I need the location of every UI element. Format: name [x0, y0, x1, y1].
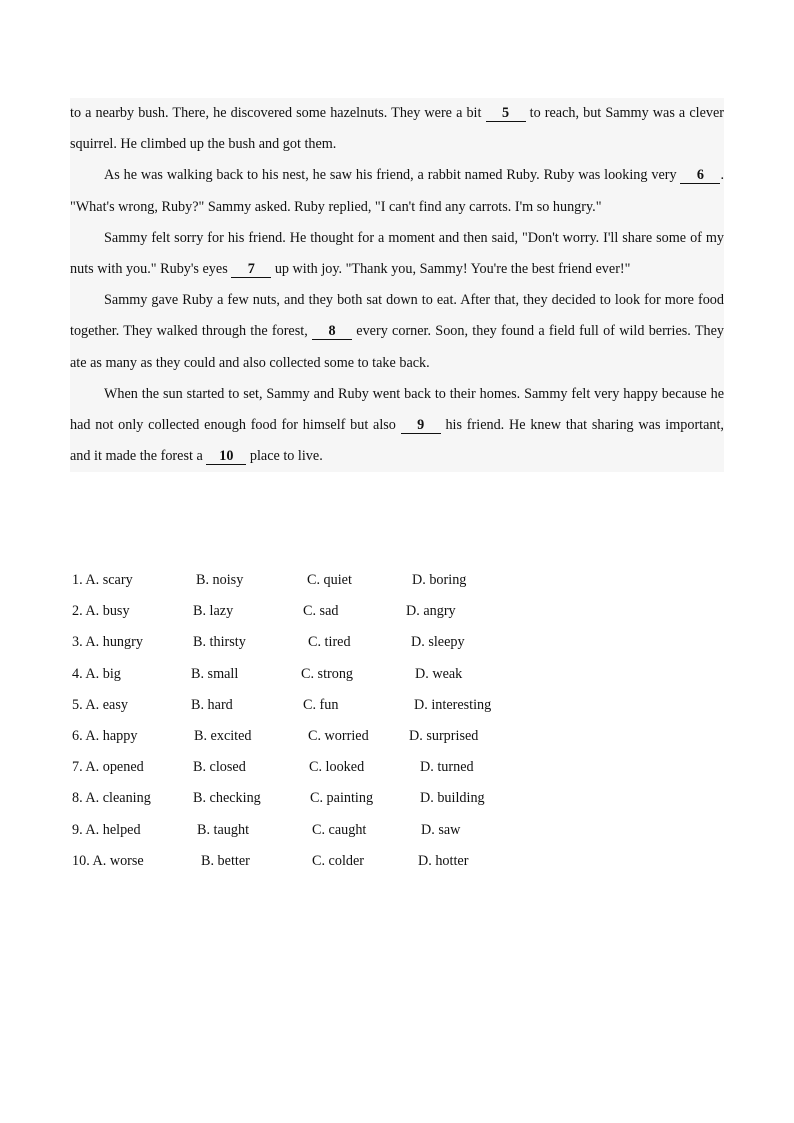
question-row-2	[72, 596, 672, 627]
option-b: B. excited	[194, 727, 252, 744]
option-b: B. hard	[191, 696, 233, 713]
option-d: D. turned	[420, 759, 474, 776]
option-c: C. looked	[309, 759, 365, 776]
option-b: B. lazy	[193, 603, 234, 620]
option-b: B. closed	[193, 759, 246, 776]
paragraph-4	[70, 285, 724, 379]
question-number-option-a: 8. A. cleaning	[72, 790, 151, 807]
option-d: D. building	[420, 790, 485, 807]
text: to a nearby bush. There, he discovered some hazelnuts. They were a bit	[70, 105, 486, 121]
text: When the sun started to set, Sammy and Ruby went back to their homes. Sammy felt very happy because he had not only collected enough food for himself but also	[70, 385, 724, 434]
option-b: B. noisy	[196, 572, 244, 588]
option-b: B. small	[191, 665, 239, 682]
text: Sammy felt sorry for his friend. He thought for a moment and then said, "Don't worry. I'll share some of my nuts with you." Ruby's eyes	[70, 229, 724, 278]
question-number-option-a: 7. A. opened	[72, 759, 144, 776]
question-row-5	[72, 690, 672, 721]
text: to reach, but Sammy was a clever squirrel. He climbed up the bush and got them.	[70, 105, 724, 153]
paragraph-3	[70, 223, 724, 285]
text: Sammy gave Ruby a few nuts, and they both sat down to eat. After that, they decided to look for more food together. They walked through the forest,	[70, 292, 724, 340]
option-b: B. checking	[193, 790, 261, 807]
text: up with joy. "Thank you, Sammy! You're the best friend ever!"	[271, 261, 631, 278]
question-row-3	[72, 627, 672, 658]
blank-10: 10	[206, 448, 246, 465]
option-d: D. hotter	[418, 852, 469, 869]
question-row-6	[72, 721, 672, 752]
story-passage	[70, 98, 724, 472]
option-c: C. colder	[312, 852, 365, 869]
option-d: D. saw	[421, 821, 461, 838]
option-c: C. strong	[301, 665, 354, 682]
question-number-option-a: 3. A. hungry	[72, 634, 143, 651]
text: As he was walking back to his nest, he saw his friend, a rabbit named Ruby. Ruby was looking very	[104, 167, 681, 184]
option-d: D. interesting	[414, 696, 492, 713]
text: every corner. Soon, they found a field full of wild berries. They ate as many as they could and also collected some to take back.	[70, 323, 724, 371]
paragraph-1	[70, 98, 724, 160]
question-row-10	[72, 846, 672, 877]
option-d: D. angry	[406, 603, 456, 620]
question-number-option-a: 6. A. happy	[72, 727, 138, 744]
blank-6: 6	[680, 167, 720, 184]
text: . "What's wrong, Ruby?" Sammy asked. Ruby replied, "I can't find any carrots. I'm so hungry."	[70, 167, 724, 215]
option-c: C. worried	[308, 727, 369, 744]
option-c: C. fun	[303, 696, 339, 713]
question-row-9	[72, 815, 672, 846]
question-number-option-a: 4. A. big	[72, 665, 121, 682]
option-b: B. better	[201, 852, 250, 869]
option-b: B. thirsty	[193, 634, 246, 651]
option-c: C. caught	[312, 821, 367, 838]
question-row-1	[72, 565, 672, 596]
option-c: C. painting	[310, 790, 374, 807]
question-row-4	[72, 659, 672, 690]
option-c: C. tired	[308, 634, 351, 651]
answer-options	[72, 565, 672, 877]
paragraph-5	[70, 379, 724, 473]
blank-8: 8	[312, 323, 352, 340]
question-number-option-a: 1. A. scary	[72, 572, 133, 588]
option-d: D. weak	[415, 665, 463, 682]
paragraph-2	[70, 160, 724, 222]
question-number-option-a: 9. A. helped	[72, 821, 141, 838]
blank-5: 5	[486, 105, 526, 122]
option-d: D. boring	[412, 572, 467, 588]
blank-9: 9	[401, 417, 441, 434]
option-d: D. sleepy	[411, 634, 465, 651]
text: place to live.	[246, 448, 323, 465]
option-c: C. quiet	[307, 572, 352, 588]
question-row-8	[72, 783, 672, 814]
option-c: C. sad	[303, 603, 339, 620]
text: his friend. He knew that sharing was important, and it made the forest a	[70, 417, 724, 465]
option-d: D. surprised	[409, 727, 479, 744]
blank-7: 7	[231, 261, 271, 278]
question-number-option-a: 2. A. busy	[72, 603, 130, 620]
question-number-option-a: 5. A. easy	[72, 696, 128, 713]
option-b: B. taught	[197, 821, 250, 838]
question-number-option-a: 10. A. worse	[72, 852, 144, 869]
question-row-7	[72, 752, 672, 783]
